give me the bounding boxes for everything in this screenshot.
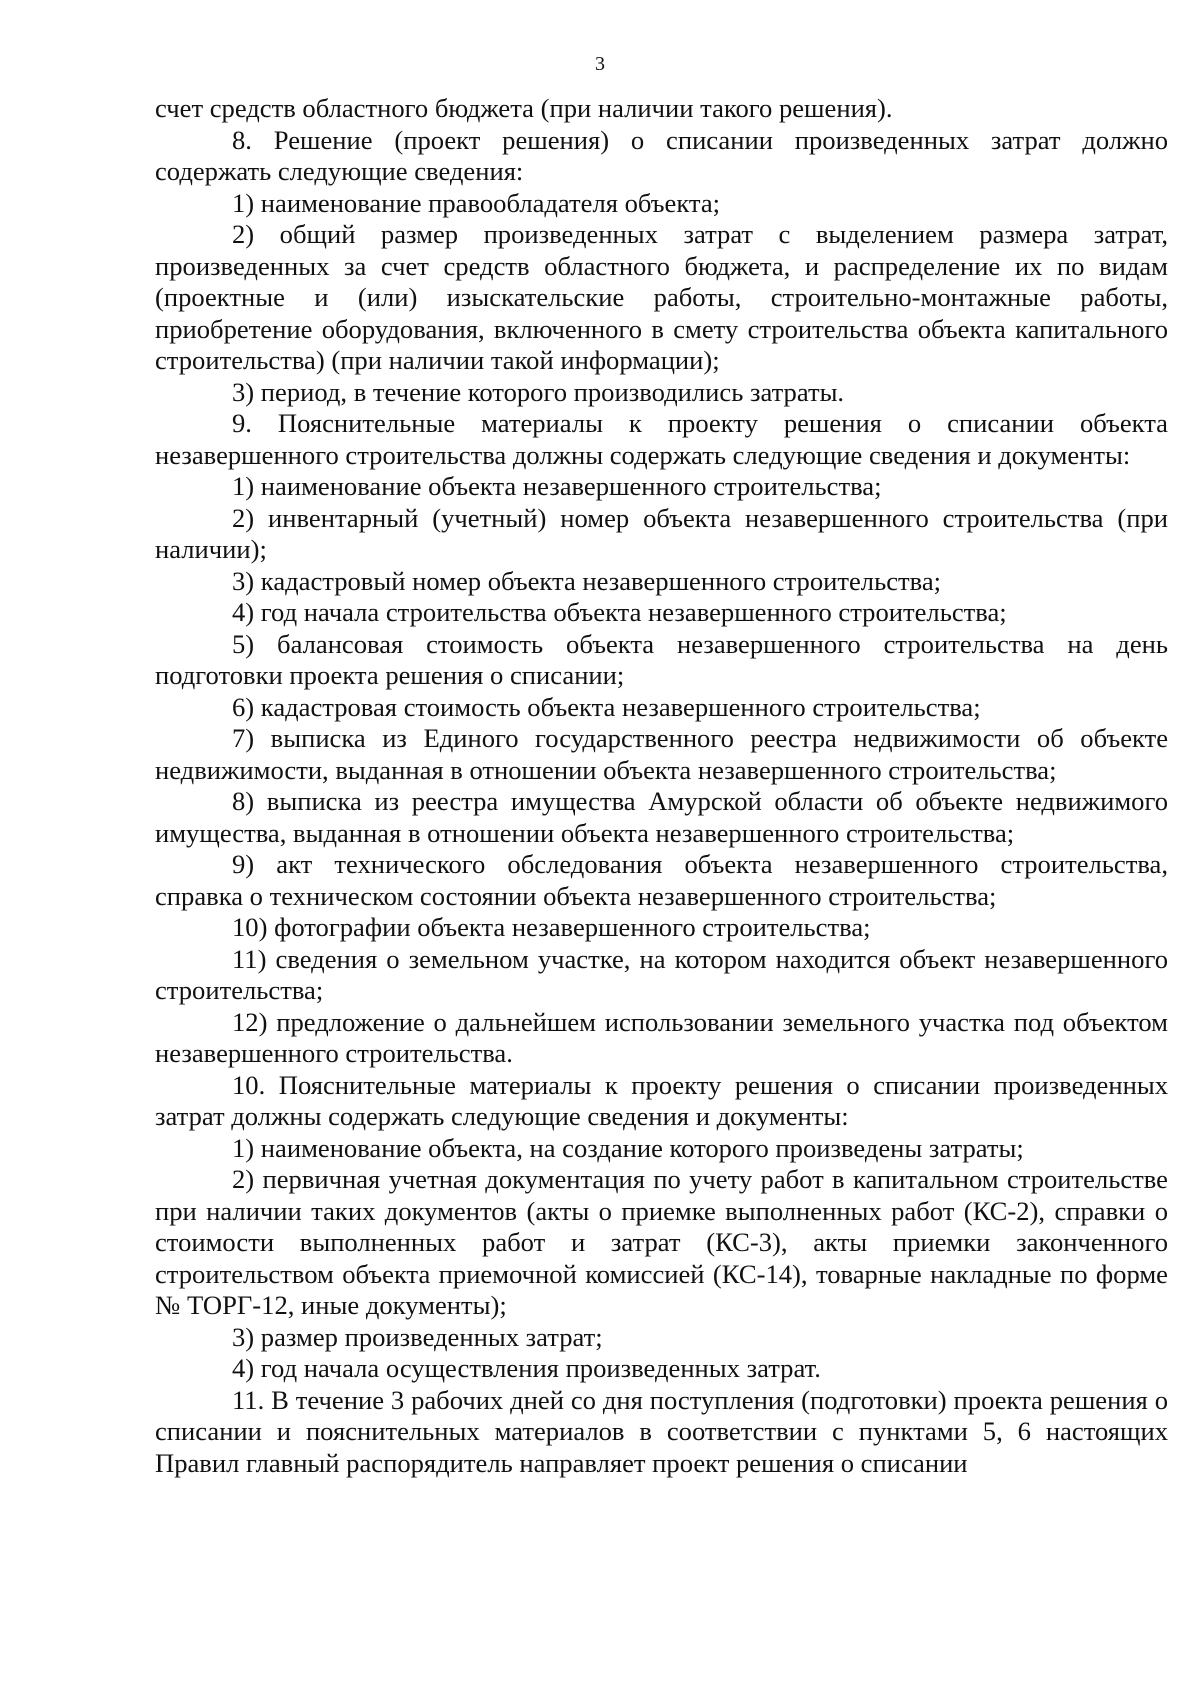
- paragraph: 10. Пояснительные материалы к проекту решения о списании произведенных затрат должны содержать следующие сведения и документы:: [155, 1069, 1168, 1131]
- paragraph: счет средств областного бюджета (при наличии такого решения).: [155, 93, 893, 123]
- paragraph: 12) предложение о дальнейшем использовании земельного участка под объектом незавершенного строительства.: [155, 1006, 1168, 1068]
- paragraph: 1) наименование объекта, на создание которого произведены затраты;: [232, 1132, 1024, 1163]
- paragraph: 7) выписка из Единого государственного реестра недвижимости об объекте недвижимости, выданная в отношении объекта незавершенного строительства;: [155, 723, 1168, 785]
- paragraph: 11. В течение 3 рабочих дней со дня поступления (подготовки) проекта решения о списании и пояснительных материалов в соответствии с пунктами 5, 6 настоящих Правил главный распорядитель направляет проект решения о списании: [155, 1384, 1168, 1478]
- paragraph: 11) сведения о земельном участке, на котором находится объект незавершенного строительства;: [155, 943, 1168, 1005]
- paragraph: 4) год начала строительства объекта незавершенного строительства;: [232, 597, 1007, 627]
- paragraph: 8. Решение (проект решения) о списании произведенных затрат должно содержать следующие сведения:: [155, 124, 1168, 186]
- paragraph: 3) период, в течение которого производились затраты.: [232, 376, 845, 407]
- paragraph: 6) кадастровая стоимость объекта незавершенного строительства;: [232, 691, 981, 722]
- paragraph: 2) инвентарный (учетный) номер объекта незавершенного строительства (при наличии);: [155, 502, 1168, 564]
- paragraph: 1) наименование объекта незавершенного строительства;: [232, 471, 882, 501]
- paragraph: 8) выписка из реестра имущества Амурской области об объекте недвижимого имущества, выданная в отношении объекта незавершенного строительства;: [155, 786, 1168, 848]
- paragraph: 4) год начала осуществления произведенных затрат.: [232, 1353, 821, 1383]
- paragraph: 9. Пояснительные материалы к проекту решения о списании объекта незавершенного строительства должны содержать следующие сведения и документы:: [155, 408, 1168, 470]
- document-body: [155, 93, 1168, 1479]
- paragraph: 3) размер произведенных затрат;: [232, 1321, 603, 1352]
- paragraph: 5) балансовая стоимость объекта незавершенного строительства на день подготовки проекта решения о списании;: [155, 628, 1168, 690]
- page-number: 3: [595, 53, 605, 75]
- paragraph: 9) акт технического обследования объекта незавершенного строительства, справка о техническом состоянии объекта незавершенного строительства;: [155, 849, 1168, 911]
- paragraph: 2) первичная учетная документация по учету работ в капитальном строительстве при наличии таких документов (акты о приемке выполненных работ (КС-2), справки о стоимости выполненных работ и затрат (КС-3), акты приемки законченного строительством объекта приемочной комиссией (КС-14), товарные накладные по форме № ТОРГ-12, иные документы);: [155, 1164, 1168, 1320]
- paragraph: 3) кадастровый номер объекта незавершенного строительства;: [232, 565, 942, 596]
- paragraph: 1) наименование правообладателя объекта;: [232, 187, 721, 218]
- paragraph: 10) фотографии объекта незавершенного строительства;: [232, 912, 871, 942]
- paragraph: 2) общий размер произведенных затрат с выделением размера затрат, произведенных за счет средств областного бюджета, и распределение их по видам (проектные и (или) изыскательские работы, строительно-монтажные работы, приобретение оборудования, включенного в смету строительства объекта капитального строительства) (при наличии такой информации);: [155, 219, 1168, 375]
